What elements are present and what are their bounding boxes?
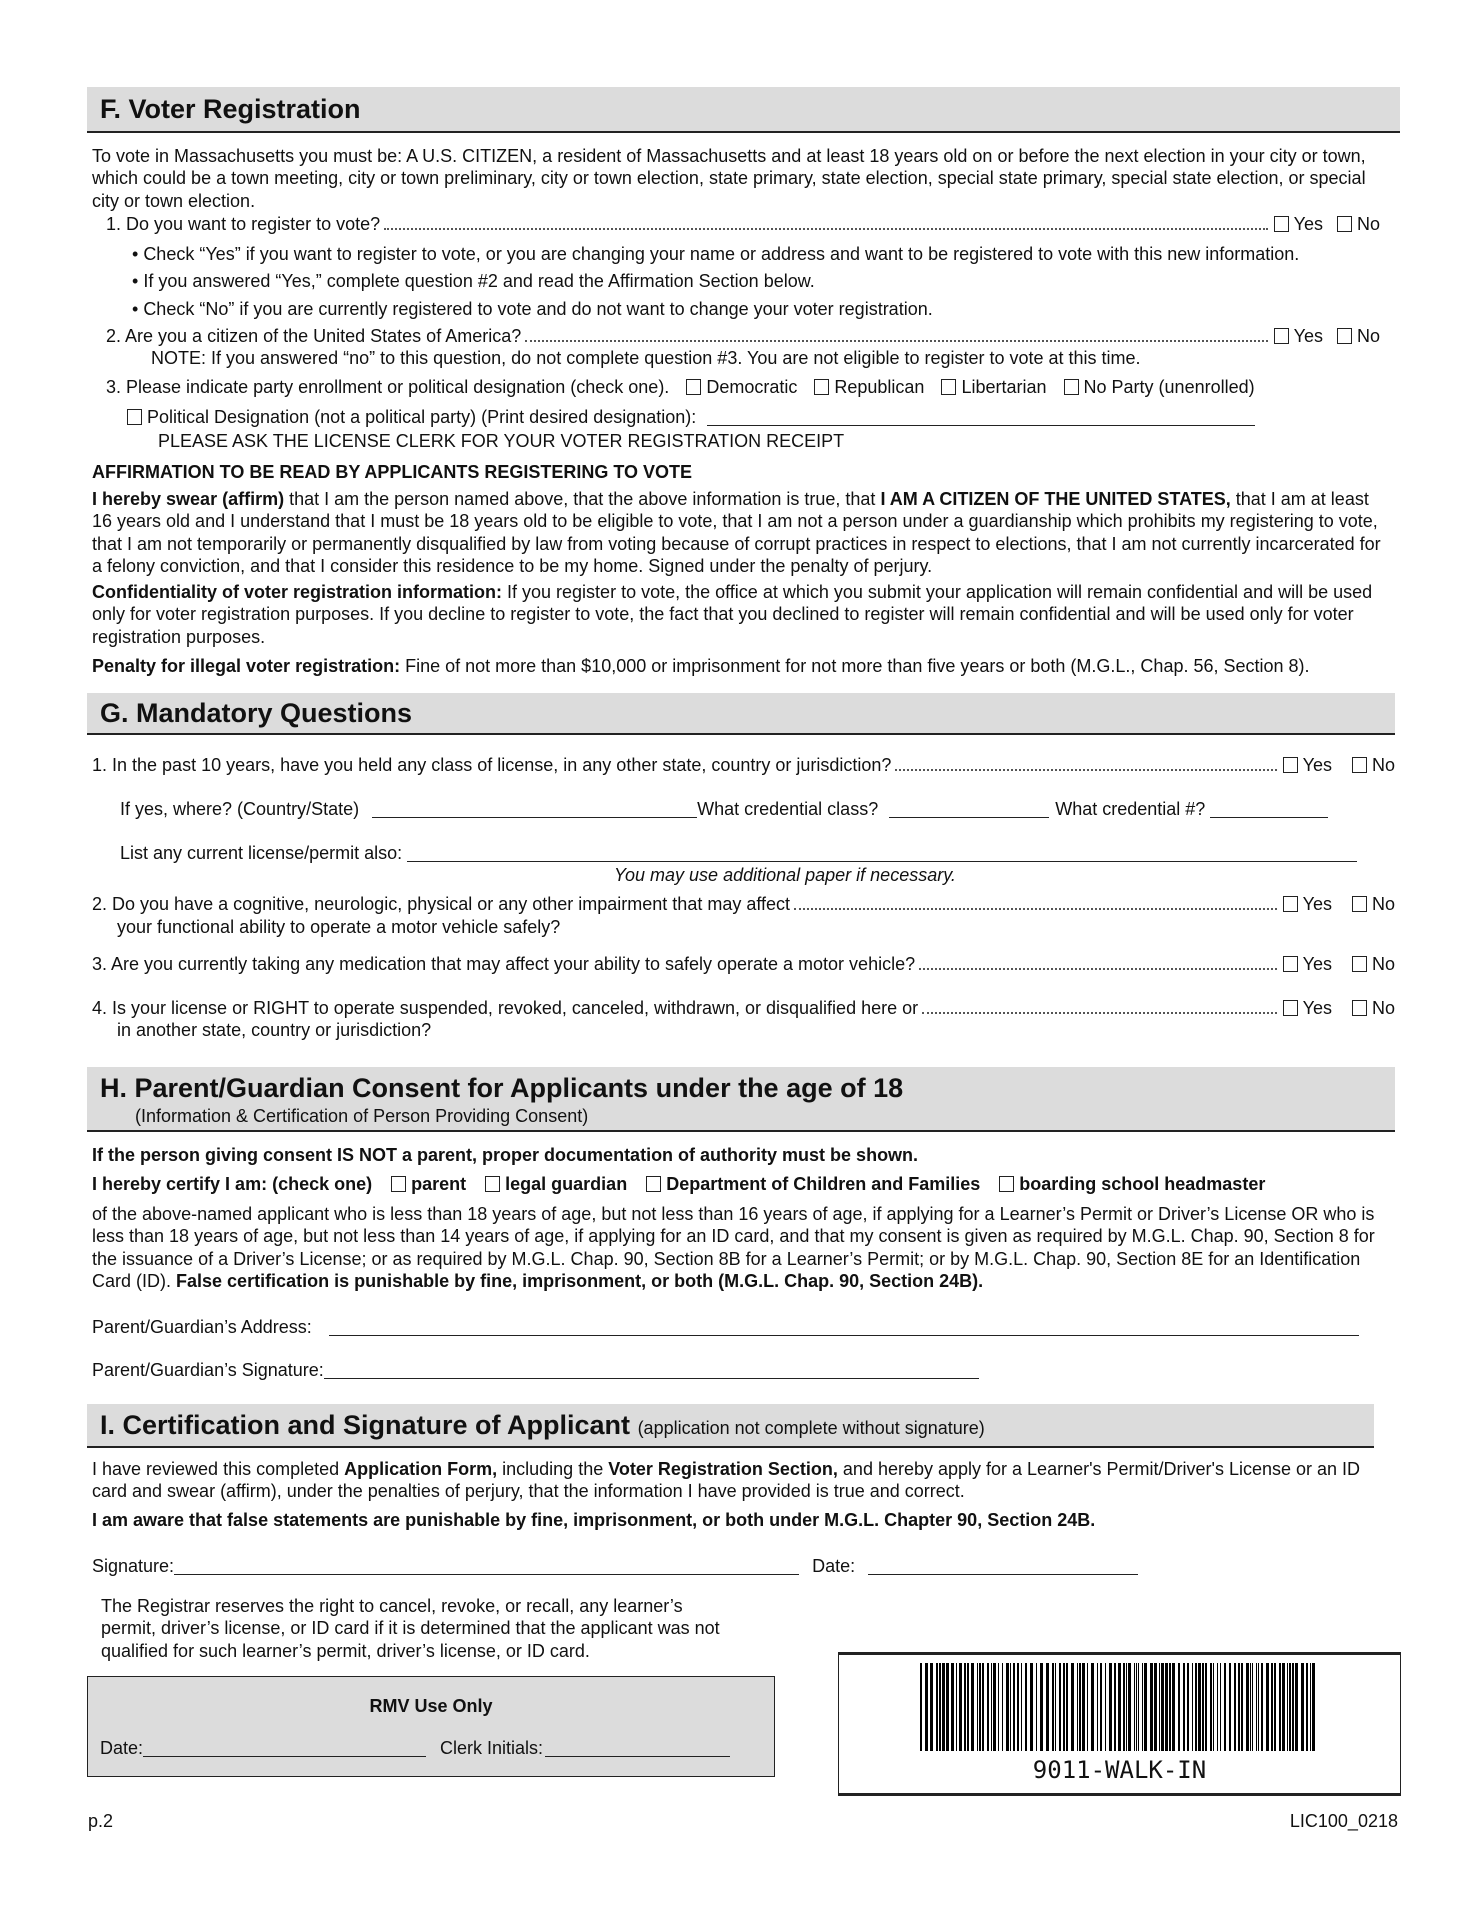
barcode-bar bbox=[1217, 1663, 1218, 1751]
text: that I am at least 16 years old and I understand that I must be 18 years old to be eligible to vote, that I am not a person under a guardianship which prohibits my registering to vote, that I am not temporarily or permanently disqualified by law from voting because of corrupt practices in respect to elections, that I am not currently incarcerated for a felony conviction, and that I consider this residence to be my home. Signed under the penalty of perjury. bbox=[92, 489, 1381, 576]
barcode-bar bbox=[1261, 1663, 1263, 1751]
title-text: I. Certification and Signature of Applicant bbox=[100, 1410, 631, 1440]
barcode-bar bbox=[939, 1663, 941, 1751]
applicant-signature-input[interactable] bbox=[174, 1558, 799, 1575]
voter-q3 bbox=[106, 376, 1400, 398]
yes-label: Yes bbox=[1302, 894, 1332, 914]
section-i-header bbox=[87, 1404, 1374, 1448]
yes-label: Yes bbox=[1293, 326, 1323, 346]
barcode-bar bbox=[1238, 1663, 1240, 1751]
barcode-bar bbox=[1289, 1663, 1291, 1751]
text: and hereby apply for a Learner's Permit/Driver's License or an ID card and swear (affirm), under the penalties of perjury, that the information I have provided is true and correct. bbox=[92, 1459, 1361, 1502]
penalty-text bbox=[92, 655, 1392, 677]
parent-checkbox[interactable] bbox=[391, 1176, 406, 1192]
barcode-bar bbox=[1077, 1663, 1078, 1751]
barcode-bar bbox=[1202, 1663, 1204, 1751]
rmv-use-only-box bbox=[87, 1676, 775, 1777]
page-number: p.2 bbox=[88, 1811, 114, 1831]
no-checkbox[interactable] bbox=[1337, 216, 1352, 232]
label: Parent/Guardian’s Signature: bbox=[92, 1360, 324, 1380]
no-label: No bbox=[1356, 214, 1380, 234]
label: If yes, where? (Country/State) bbox=[120, 799, 360, 819]
question-text: 3. Please indicate party enrollment or political designation (check one). bbox=[106, 377, 670, 397]
barcode-bar bbox=[1246, 1663, 1249, 1751]
credential-class-input[interactable] bbox=[889, 801, 1049, 818]
barcode-bar bbox=[1295, 1663, 1298, 1751]
barcode-box bbox=[838, 1652, 1401, 1796]
voter-q2 bbox=[106, 325, 1380, 347]
no-party-checkbox[interactable] bbox=[1064, 379, 1079, 395]
mandatory-q2 bbox=[92, 893, 1395, 915]
no-checkbox[interactable] bbox=[1337, 328, 1352, 344]
receipt-notice: PLEASE ASK THE LICENSE CLERK FOR YOUR VOTER REGISTRATION RECEIPT bbox=[158, 431, 845, 451]
barcode-bar bbox=[971, 1663, 974, 1751]
republican-checkbox[interactable] bbox=[814, 379, 829, 395]
yes-label: Yes bbox=[1302, 954, 1332, 974]
party-label: Republican bbox=[834, 377, 925, 397]
barcode-bar bbox=[1138, 1663, 1139, 1751]
rmv-fields bbox=[100, 1738, 730, 1759]
section-title: F. Voter Registration bbox=[100, 94, 361, 124]
yes-label: Yes bbox=[1302, 998, 1332, 1018]
text: I have reviewed this completed bbox=[92, 1459, 345, 1479]
confidentiality-text bbox=[92, 581, 1392, 648]
barcode-bar bbox=[987, 1663, 989, 1751]
headmaster-checkbox[interactable] bbox=[999, 1176, 1014, 1192]
bold-text: Confidentiality of voter registration information: bbox=[92, 582, 503, 602]
no-label: No bbox=[1371, 894, 1395, 914]
barcode-bar bbox=[1087, 1663, 1088, 1751]
barcode-bar bbox=[1252, 1663, 1253, 1751]
bold-text: Penalty for illegal voter registration: bbox=[92, 656, 401, 676]
barcode-bar bbox=[1292, 1663, 1294, 1751]
barcode-bar bbox=[993, 1663, 996, 1751]
barcode-bar bbox=[1279, 1663, 1281, 1751]
date-input[interactable] bbox=[868, 1558, 1138, 1575]
bullet-text: Check “No” if you are currently registered to vote and do not want to change your voter registration. bbox=[143, 299, 933, 319]
designation-input[interactable] bbox=[707, 409, 1255, 426]
barcode-bar bbox=[1059, 1663, 1061, 1751]
barcode-bar bbox=[1198, 1663, 1201, 1751]
party-label: Democratic bbox=[706, 377, 798, 397]
section-title: G. Mandatory Questions bbox=[100, 698, 413, 728]
barcode-bar bbox=[1256, 1663, 1257, 1751]
section-h-header bbox=[87, 1067, 1395, 1132]
barcode-bar bbox=[1036, 1663, 1037, 1751]
affirmation-heading: AFFIRMATION TO BE READ BY APPLICANTS REGISTERING TO VOTE bbox=[92, 462, 693, 482]
barcode-bar bbox=[1229, 1663, 1231, 1751]
barcode-bar bbox=[1040, 1663, 1043, 1751]
affirmation-text bbox=[92, 488, 1392, 577]
country-state-input[interactable] bbox=[372, 801, 697, 818]
barcode-bar bbox=[1172, 1663, 1175, 1751]
barcode-text: 9011-WALK-IN bbox=[1032, 1756, 1207, 1784]
bold-text: False certification is punishable by fine, imprisonment, or both (M.G.L. Chap. 90, Section 24B). bbox=[176, 1270, 984, 1291]
barcode-bar bbox=[1082, 1663, 1085, 1751]
leader-dots bbox=[895, 769, 1276, 771]
form-id: LIC100_0218 bbox=[1289, 1811, 1398, 1831]
label: I hereby certify I am: (check one) bbox=[92, 1174, 373, 1194]
yes-checkbox[interactable] bbox=[1283, 896, 1298, 912]
barcode-bar bbox=[964, 1663, 966, 1751]
barcode-icon bbox=[920, 1663, 1320, 1751]
barcode-bar bbox=[1271, 1663, 1273, 1751]
barcode-bar bbox=[1079, 1663, 1081, 1751]
no-label: No bbox=[1371, 954, 1395, 974]
barcode-bar bbox=[1165, 1663, 1168, 1751]
label: Parent/Guardian’s Address: bbox=[92, 1317, 312, 1337]
barcode-bar bbox=[1178, 1663, 1180, 1751]
barcode-bar bbox=[1195, 1663, 1197, 1751]
label: Date: bbox=[812, 1556, 856, 1576]
barcode-bar bbox=[1142, 1663, 1143, 1751]
clerk-initials-input[interactable] bbox=[545, 1740, 730, 1757]
barcode-bar bbox=[991, 1663, 992, 1751]
section-g-header bbox=[87, 693, 1395, 735]
barcode-bar bbox=[1017, 1663, 1019, 1751]
no-checkbox[interactable] bbox=[1352, 896, 1367, 912]
barcode-bar bbox=[951, 1663, 954, 1751]
barcode-bar bbox=[1136, 1663, 1137, 1751]
barcode-bar bbox=[925, 1663, 928, 1751]
barcode-bar bbox=[1063, 1663, 1065, 1751]
text: If you register to vote, the office at which you submit your application will remain confidential and will be used only for voter registration purposes. If you decline to register to vote, the fact that you declined to register will remain confidential and will be used only for voter registration purposes. bbox=[92, 582, 1373, 647]
barcode-bar bbox=[1282, 1663, 1285, 1751]
yes-checkbox[interactable] bbox=[1283, 956, 1298, 972]
barcode-bar bbox=[1046, 1663, 1049, 1751]
barcode-bar bbox=[930, 1663, 933, 1751]
question-text: 4. Is your license or RIGHT to operate suspended, revoked, canceled, withdrawn, or disqualified here or bbox=[92, 998, 919, 1018]
barcode-bar bbox=[1250, 1663, 1251, 1751]
barcode-bar bbox=[936, 1663, 938, 1751]
no-checkbox[interactable] bbox=[1352, 1000, 1367, 1016]
title-note: (application not complete without signature) bbox=[637, 1418, 985, 1438]
bullet-text: Check “Yes” if you want to register to vote, or you are changing your name or address and want to be registered to vote with this new information. bbox=[143, 244, 1300, 264]
question-text: 2. Do you have a cognitive, neurologic, physical or any other impairment that may affect bbox=[92, 894, 791, 914]
registrar-notice: The Registrar reserves the right to cancel, revoke, or recall, any learner’s permit, driver’s license, or ID card if it is determined that the applicant was not qualified for such learner’s permit, driver’s license, or ID card. bbox=[101, 1596, 720, 1661]
no-checkbox[interactable] bbox=[1352, 757, 1367, 773]
barcode-bar bbox=[956, 1663, 957, 1751]
voter-intro: To vote in Massachusetts you must be: A U.S. CITIZEN, a resident of Massachusetts and at least 18 years old on or before the next election in your city or town, which could be a town meeting, city or town preliminary, city or town election, state primary, state election, special state primary, special state election, or special city or town election. bbox=[92, 146, 1366, 211]
barcode-bar bbox=[1128, 1663, 1131, 1751]
barcode-bar bbox=[1010, 1663, 1011, 1751]
consent-notice: If the person giving consent IS NOT a parent, proper documentation of authority must be shown. bbox=[92, 1145, 919, 1165]
current-license-row bbox=[120, 842, 1400, 864]
bold-text: I hereby swear (affirm) bbox=[92, 489, 285, 509]
barcode-bar bbox=[1013, 1663, 1015, 1751]
barcode-bar bbox=[1224, 1663, 1226, 1751]
barcode-bar bbox=[959, 1663, 962, 1751]
section-title: H. Parent/Guardian Consent for Applicants under the age of 18 bbox=[100, 1073, 904, 1103]
barcode-bar bbox=[967, 1663, 969, 1751]
barcode-bar bbox=[1266, 1663, 1269, 1751]
false-statement-notice: I am aware that false statements are punishable by fine, imprisonment, or both under M.G.L. Chapter 90, Section 24B. bbox=[92, 1510, 1096, 1530]
role-label: parent bbox=[411, 1174, 467, 1194]
certify-row bbox=[92, 1173, 1400, 1195]
guardian-address-input[interactable] bbox=[329, 1319, 1359, 1336]
barcode-bar bbox=[1241, 1663, 1243, 1751]
barcode-bar bbox=[1287, 1663, 1288, 1751]
barcode-bar bbox=[1066, 1663, 1068, 1751]
guardian-address-row bbox=[92, 1316, 1400, 1338]
barcode-bar bbox=[1312, 1663, 1315, 1751]
bullet: • Check “Yes” if you want to register to vote, or you are changing your name or address and want to be registered to vote with this new information. bbox=[132, 244, 1300, 264]
credential-number-input[interactable] bbox=[1210, 801, 1328, 818]
barcode-bar bbox=[946, 1663, 949, 1751]
barcode-bar bbox=[982, 1663, 984, 1751]
bullet: • Check “No” if you are currently registered to vote and do not want to change your voter registration. bbox=[132, 299, 933, 319]
no-label: No bbox=[1371, 998, 1395, 1018]
barcode-bar bbox=[1071, 1663, 1074, 1751]
certification-text bbox=[92, 1458, 1372, 1503]
bullet-text: If you answered “Yes,” complete question #2 and read the Affirmation Section below. bbox=[143, 271, 815, 291]
barcode-bar bbox=[1159, 1663, 1160, 1751]
barcode-bar bbox=[1021, 1663, 1022, 1751]
rmv-date-input[interactable] bbox=[143, 1740, 426, 1757]
yes-checkbox[interactable] bbox=[1274, 216, 1289, 232]
barcode-bar bbox=[1150, 1663, 1153, 1751]
yes-checkbox[interactable] bbox=[1283, 757, 1298, 773]
barcode-bar bbox=[1161, 1663, 1164, 1751]
legal-guardian-checkbox[interactable] bbox=[485, 1176, 500, 1192]
guardian-signature-input[interactable] bbox=[324, 1362, 979, 1379]
barcode-bar bbox=[1310, 1663, 1311, 1751]
question-continuation: in another state, country or jurisdiction? bbox=[117, 1020, 432, 1040]
yes-checkbox[interactable] bbox=[1274, 328, 1289, 344]
bold-text: Voter Registration Section, bbox=[608, 1459, 838, 1479]
leader-dots bbox=[525, 340, 1267, 342]
question-text: 1. Do you want to register to vote? bbox=[106, 214, 381, 234]
party-label: No Party (unenrolled) bbox=[1083, 377, 1255, 397]
barcode-bar bbox=[1097, 1663, 1098, 1751]
leader-dots bbox=[794, 908, 1277, 910]
barcode-bar bbox=[1114, 1663, 1116, 1751]
question-text: 3. Are you currently taking any medication that may affect your ability to safely operate a motor vehicle? bbox=[92, 954, 916, 974]
text: that I am the person named above, that the above information is true, that bbox=[284, 489, 881, 509]
leader-dots bbox=[919, 968, 1277, 970]
barcode-bar bbox=[1187, 1663, 1189, 1751]
voter-note: NOTE: If you answered “no” to this question, do not complete question #3. You are not eligible to register to vote at this time. bbox=[151, 348, 1141, 368]
democratic-checkbox[interactable] bbox=[686, 379, 701, 395]
guardian-signature-row bbox=[92, 1359, 1400, 1381]
barcode-bar bbox=[977, 1663, 978, 1751]
barcode-bar bbox=[1220, 1663, 1221, 1751]
text: Fine of not more than $10,000 or imprisonment for not more than five years or both (M.G.L., Chap. 56, Section 8). bbox=[400, 656, 1310, 676]
mandatory-q1 bbox=[92, 754, 1395, 776]
barcode-bar bbox=[1006, 1663, 1009, 1751]
barcode-bar bbox=[1144, 1663, 1147, 1751]
barcode-bar bbox=[1205, 1663, 1207, 1751]
barcode-bar bbox=[1234, 1663, 1236, 1751]
barcode-bar bbox=[1210, 1663, 1212, 1751]
barcode-bar bbox=[1306, 1663, 1308, 1751]
leader-dots bbox=[384, 228, 1267, 230]
barcode-bar bbox=[1213, 1663, 1214, 1751]
designation-checkbox[interactable] bbox=[127, 409, 142, 425]
role-label: Department of Children and Families bbox=[666, 1174, 981, 1194]
bold-text: Application Form, bbox=[344, 1459, 498, 1479]
yes-label: Yes bbox=[1302, 755, 1332, 775]
prior-license-details bbox=[120, 798, 1400, 820]
barcode-bar bbox=[1002, 1663, 1003, 1751]
bullet: • If you answered “Yes,” complete question #2 and read the Affirmation Section below. bbox=[132, 271, 815, 291]
label: Signature: bbox=[92, 1556, 175, 1576]
barcode-bar bbox=[1109, 1663, 1112, 1751]
barcode-bar bbox=[1192, 1663, 1193, 1751]
barcode-bar bbox=[1183, 1663, 1185, 1751]
section-f-header bbox=[87, 87, 1400, 133]
barcode-bar bbox=[979, 1663, 981, 1751]
mandatory-q3 bbox=[92, 953, 1395, 975]
barcode-bar bbox=[942, 1663, 945, 1751]
barcode-bar bbox=[1169, 1663, 1171, 1751]
role-label: boarding school headmaster bbox=[1019, 1174, 1266, 1194]
barcode-bar bbox=[1301, 1663, 1304, 1751]
no-label: No bbox=[1356, 326, 1380, 346]
question-text: 2. Are you a citizen of the United States of America? bbox=[106, 326, 522, 346]
question-continuation: your functional ability to operate a motor vehicle safely? bbox=[117, 917, 561, 937]
barcode-bar bbox=[1105, 1663, 1106, 1751]
no-label: No bbox=[1371, 755, 1395, 775]
voter-q1 bbox=[106, 213, 1380, 235]
barcode-bar bbox=[1126, 1663, 1127, 1751]
designation-label: Political Designation (not a political party) (Print desired designation): bbox=[147, 407, 697, 427]
dcf-checkbox[interactable] bbox=[646, 1176, 661, 1192]
current-license-input[interactable] bbox=[407, 845, 1357, 862]
applicant-signature-row bbox=[92, 1555, 1400, 1577]
barcode-bar bbox=[1274, 1663, 1276, 1751]
label: Clerk Initials: bbox=[440, 1738, 544, 1758]
barcode-bar bbox=[1154, 1663, 1157, 1751]
mandatory-q4 bbox=[92, 997, 1395, 1019]
barcode-bar bbox=[1100, 1663, 1102, 1751]
section-title bbox=[100, 1410, 985, 1441]
yes-checkbox[interactable] bbox=[1283, 1000, 1298, 1016]
barcode-bar bbox=[1258, 1663, 1259, 1751]
barcode-bar bbox=[1025, 1663, 1027, 1751]
barcode-bar bbox=[920, 1663, 922, 1751]
section-subtitle: (Information & Certification of Person Providing Consent) bbox=[135, 1106, 589, 1126]
no-checkbox[interactable] bbox=[1352, 956, 1367, 972]
label: What credential #? bbox=[1055, 799, 1206, 819]
barcode-bar bbox=[1091, 1663, 1094, 1751]
label: List any current license/permit also: bbox=[120, 843, 403, 863]
barcode-bar bbox=[1055, 1663, 1056, 1751]
label: Date: bbox=[100, 1738, 144, 1758]
barcode-bar bbox=[998, 1663, 999, 1751]
rmv-title: RMV Use Only bbox=[369, 1696, 493, 1716]
text: including the bbox=[497, 1459, 609, 1479]
question-text: 1. In the past 10 years, have you held any class of license, in any other state, country or jurisdiction? bbox=[92, 755, 892, 775]
libertarian-checkbox[interactable] bbox=[941, 379, 956, 395]
additional-paper-note: You may use additional paper if necessary. bbox=[614, 865, 956, 885]
consent-text bbox=[92, 1203, 1388, 1292]
label: What credential class? bbox=[697, 799, 879, 819]
barcode-bar bbox=[1118, 1663, 1121, 1751]
role-label: legal guardian bbox=[505, 1174, 628, 1194]
political-designation bbox=[127, 406, 1400, 428]
barcode-bar bbox=[1052, 1663, 1054, 1751]
barcode-bar bbox=[1123, 1663, 1125, 1751]
party-label: Libertarian bbox=[961, 377, 1047, 397]
leader-dots bbox=[922, 1012, 1276, 1014]
barcode-bar bbox=[1134, 1663, 1135, 1751]
barcode-bar bbox=[1030, 1663, 1033, 1751]
text: of the above-named applicant who is less than 18 years of age, but not less than 16 years of age, if applying for a Learner’s Permit or Driver’s License OR who is less than 18 years of age, but not less than 14 years of age, if applying for an ID card, and that my consent is given as required by M.G.L. Chap. 90, Section 8 for the issuance of a Driver’s License; or as required by M.G.L. Chap. 90, Section 8B for a Learner’s Permit; or by M.G.L. Chap. 90, Section 8E for an Identification Card (ID). bbox=[92, 1204, 1375, 1291]
bold-text: I AM A CITIZEN OF THE UNITED STATES, bbox=[880, 489, 1231, 509]
yes-label: Yes bbox=[1293, 214, 1323, 234]
